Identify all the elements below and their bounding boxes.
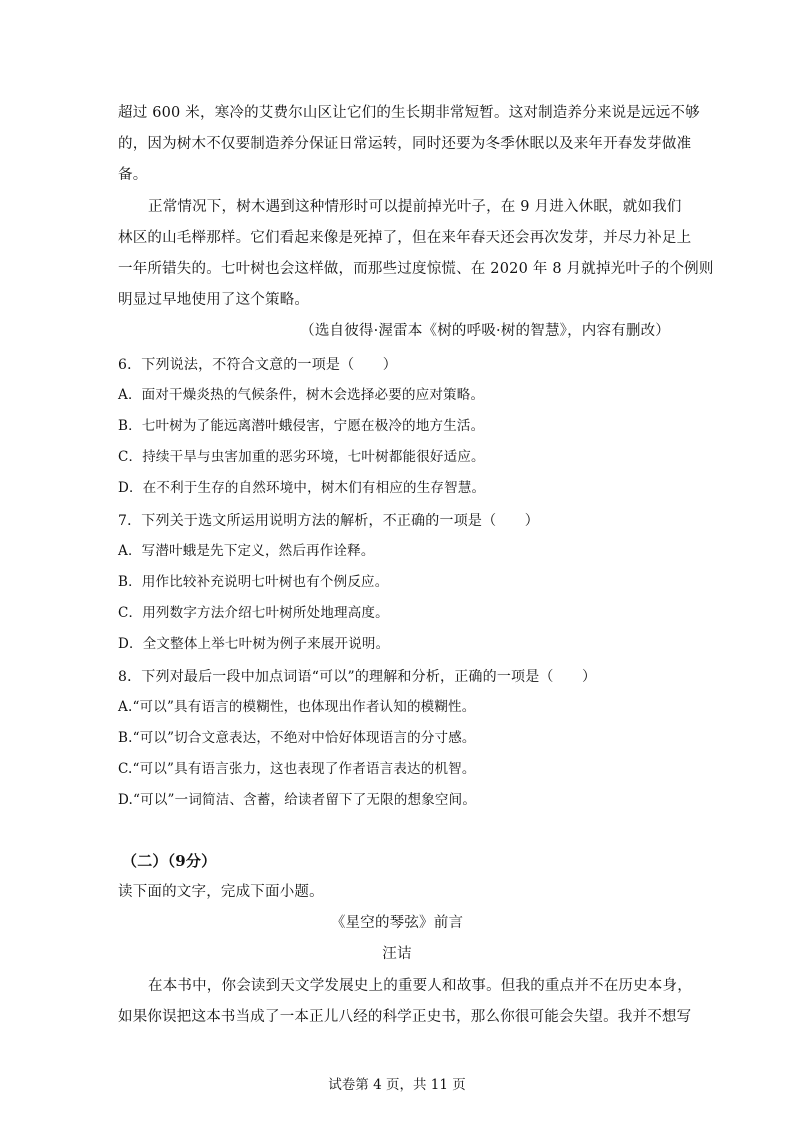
- section-instruction: 读下面的文字，完成下面小题。: [118, 884, 324, 900]
- passage-line: 正常情况下，树木遇到这种情形时可以提前掉光叶子，在 9 月进入休眠，就如我们: [148, 199, 682, 215]
- article-line: 在本书中，你会读到天文学发展史上的重要人和故事。但我的重点并不在历史本身，: [148, 978, 692, 994]
- option-a: A．写潜叶蛾是先下定义，然后再作诠释。: [118, 543, 375, 559]
- passage-line: 明显过早地使用了这个策略。: [118, 292, 310, 308]
- article-title: 《星空的琴弦》前言: [330, 915, 464, 931]
- question-stem: 7．下列关于选文所运用说明方法的解析，不正确的一项是（ ）: [118, 513, 539, 529]
- option-b: B．七叶树为了能远离潜叶蛾侵害，宁愿在极冷的地方生活。: [118, 418, 485, 434]
- article-line: 如果你误把这本书当成了一本正儿八经的科学正史书，那么你很可能会失望。我并不想写: [118, 1009, 692, 1025]
- passage-line: 的，因为树木不仅要制造养分保证日常运转，同时还要为冬季休眠以及来年开春发芽做准: [118, 136, 692, 152]
- option-c: C.“可以”具有语言张力，这也表现了作者语言表达的机智。: [118, 761, 476, 777]
- option-d: D.“可以”一词简洁、含蓄，给读者留下了无限的想象空间。: [118, 792, 477, 808]
- article-author: 汪诘: [382, 946, 412, 962]
- passage-source: （选自彼得·渥雷本《树的呼吸·树的智慧》，内容有删改）: [300, 323, 670, 339]
- option-b: B．用作比较补充说明七叶树也有个例反应。: [118, 574, 389, 590]
- passage-line: 林区的山毛榉那样。它们看起来像是死掉了，但在来年春天还会再次发芽，并尽力补足上: [118, 230, 692, 246]
- passage-line: 一年所错失的。七叶树也会这样做，而那些过度惊慌、在 2020 年 8 月就掉光叶子的个例则: [118, 261, 714, 277]
- option-c: C．持续干旱与虫害加重的恶劣环境，七叶树都能很好适应。: [118, 449, 485, 465]
- section-heading: （二）（9分）: [122, 852, 217, 870]
- page-footer: 试卷第 4 页，共 11 页: [328, 1077, 466, 1093]
- option-c: C．用列数字方法介绍七叶树所处地理高度。: [118, 605, 389, 621]
- passage-line: 备。: [118, 167, 148, 183]
- option-d: D．在不利于生存的自然环境中，树木们有相应的生存智慧。: [118, 480, 486, 496]
- option-b: B.“可以”切合文意表达，不绝对中恰好体现语言的分寸感。: [118, 730, 476, 746]
- question-stem: 6．下列说法，不符合文意的一项是（ ）: [118, 357, 397, 373]
- option-a: A．面对干燥炎热的气候条件，树木会选择必要的应对策略。: [118, 387, 485, 403]
- passage-line: 超过 600 米，寒冷的艾费尔山区让它们的生长期非常短暂。这对制造养分来说是远远不够: [118, 105, 700, 121]
- question-stem: 8．下列对最后一段中加点词语“可以”的理解和分析，正确的一项是（ ）: [118, 669, 597, 685]
- option-d: D．全文整体上举七叶树为例子来展开说明。: [118, 636, 390, 652]
- option-a: A.“可以”具有语言的模糊性，也体现出作者认知的模糊性。: [118, 699, 476, 715]
